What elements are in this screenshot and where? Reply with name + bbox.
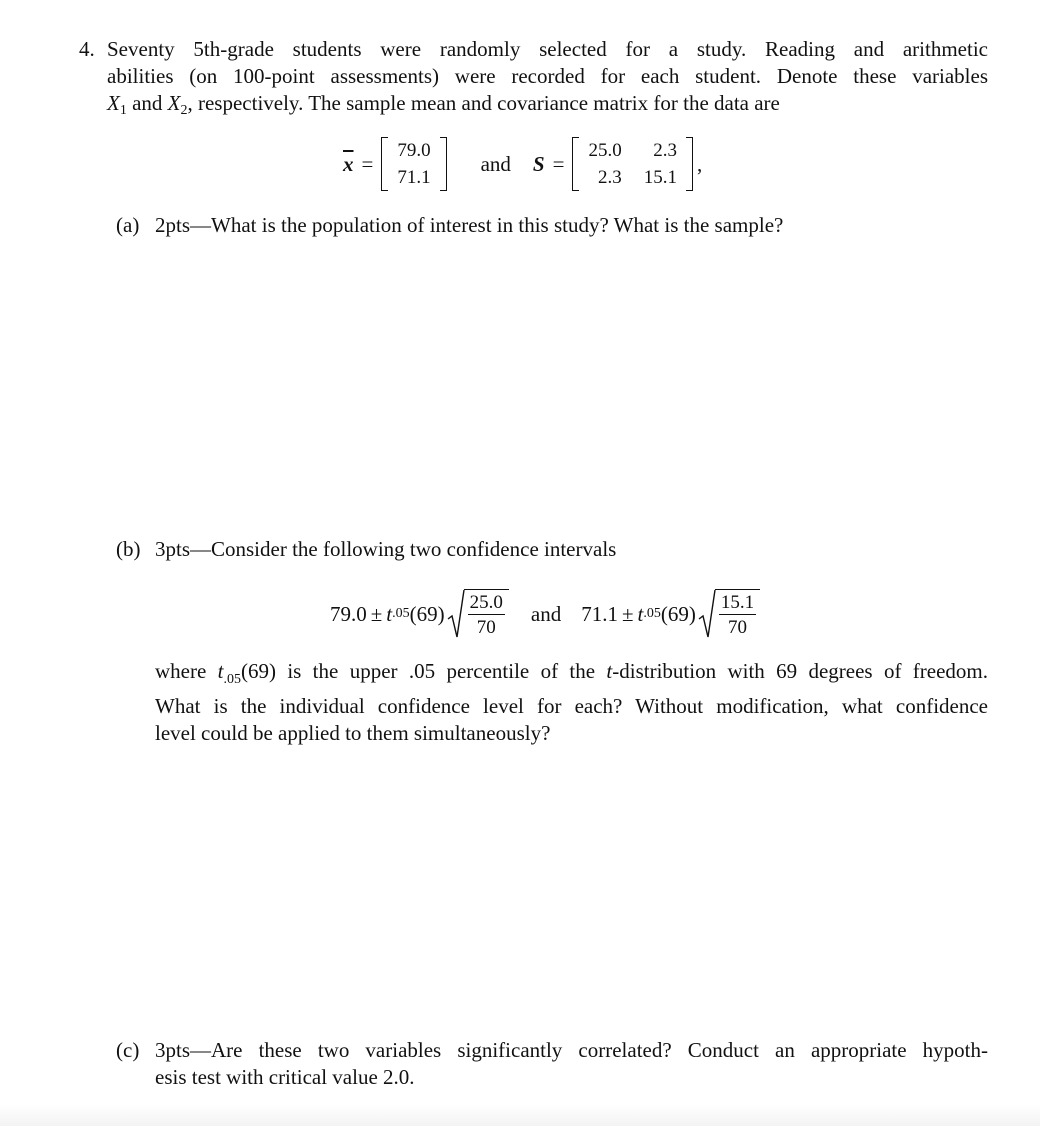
where-line [155,658,988,693]
ci1-plus-minus: ± [370,601,383,626]
intro-line-1: Seventy 5th-grade students were randomly selected for a study. Reading and arithmetic [107,37,988,61]
var-x2: X [167,91,181,115]
page-bottom-edge [0,1104,1040,1126]
ci1-t-sub: .05 [392,606,410,621]
ci2-t-sub: .05 [643,606,661,621]
radical-sign-icon [447,589,465,639]
mean-value: 71.1 [397,167,431,188]
cov-cell: 15.1 [643,167,677,188]
ci1-numerator: 25.0 [469,592,503,613]
ci2-t: t [637,601,644,626]
mean-value: 79.0 [397,140,431,161]
ci1-center: 79.0 [330,601,367,626]
ci1-df: (69) [409,601,445,626]
part-b-label: (b) [116,537,141,561]
part-b-intro: 3pts—Consider the following two confidence intervals [155,537,617,561]
cov-cell: 2.3 [653,140,677,161]
part-c-label: (c) [116,1038,140,1062]
where-t: t [217,659,224,683]
question-intro [107,36,988,124]
intro-line-2: abilities (on 100-point assessments) were recorded for each student. Denote these variables [107,64,988,88]
ci2-df: (69) [660,601,696,626]
covariance-matrix [572,137,693,191]
where-w2: (69) is the upper .05 percentile of the [241,659,607,683]
intro-line-3 [107,90,988,124]
followup-line-2: level could be applied to them simultaneously? [155,721,551,745]
trailing-comma: , [696,151,703,176]
part-b-followup [155,658,988,747]
part-a-question: 2pts—What is the population of interest in this study? What is the sample? [155,213,784,237]
var-x1-sub: 1 [119,103,127,118]
where-t-sub: .05 [223,672,241,687]
where-t2: t [606,659,613,683]
part-b-text [155,536,995,563]
intro-rest: , respectively. The sample mean and covariance matrix for the data are [187,91,780,115]
ci1-denominator: 70 [476,617,496,638]
cov-cell: 2.3 [597,167,622,188]
ci1-sqrt-fraction [447,589,509,639]
cov-cell: 25.0 [588,140,622,161]
followup-line-1: What is the individual confidence level for each? Without modification, what confidence [155,694,988,718]
mean-vector [381,137,446,191]
matrix-equation [343,136,702,192]
cov-symbol: S [532,151,545,176]
part-a-label: (a) [116,213,140,237]
ci2-center: 71.1 [581,601,618,626]
equals-sign-2: = [552,151,565,176]
ci2-sqrt-fraction [698,589,760,639]
ci-and-word: and [530,601,562,626]
ci1-t: t [386,601,393,626]
confidence-intervals [330,586,760,642]
part-a-text [155,212,995,239]
mean-symbol: $\overline{x}$ [343,151,354,176]
intro-and: and [126,91,168,115]
where-w3: -distribution with 69 degrees of freedom. [612,659,989,683]
var-x2-sub: 2 [180,103,188,118]
part-c-line-2: esis test with critical value 2.0. [155,1065,415,1089]
where-w1: where [155,659,218,683]
radical-sign-icon [698,589,716,639]
ci2-plus-minus: ± [621,601,634,626]
ci2-denominator: 70 [727,617,747,638]
part-c-text [155,1037,988,1091]
equals-sign-1: = [361,151,374,176]
ci2-numerator: 15.1 [720,592,755,613]
part-c-line-1: 3pts—Are these two variables significantly correlated? Conduct an appropriate hypoth- [155,1038,988,1062]
question-number: 4. [79,37,95,61]
and-word: and [480,151,511,176]
var-x1: X [107,91,120,115]
